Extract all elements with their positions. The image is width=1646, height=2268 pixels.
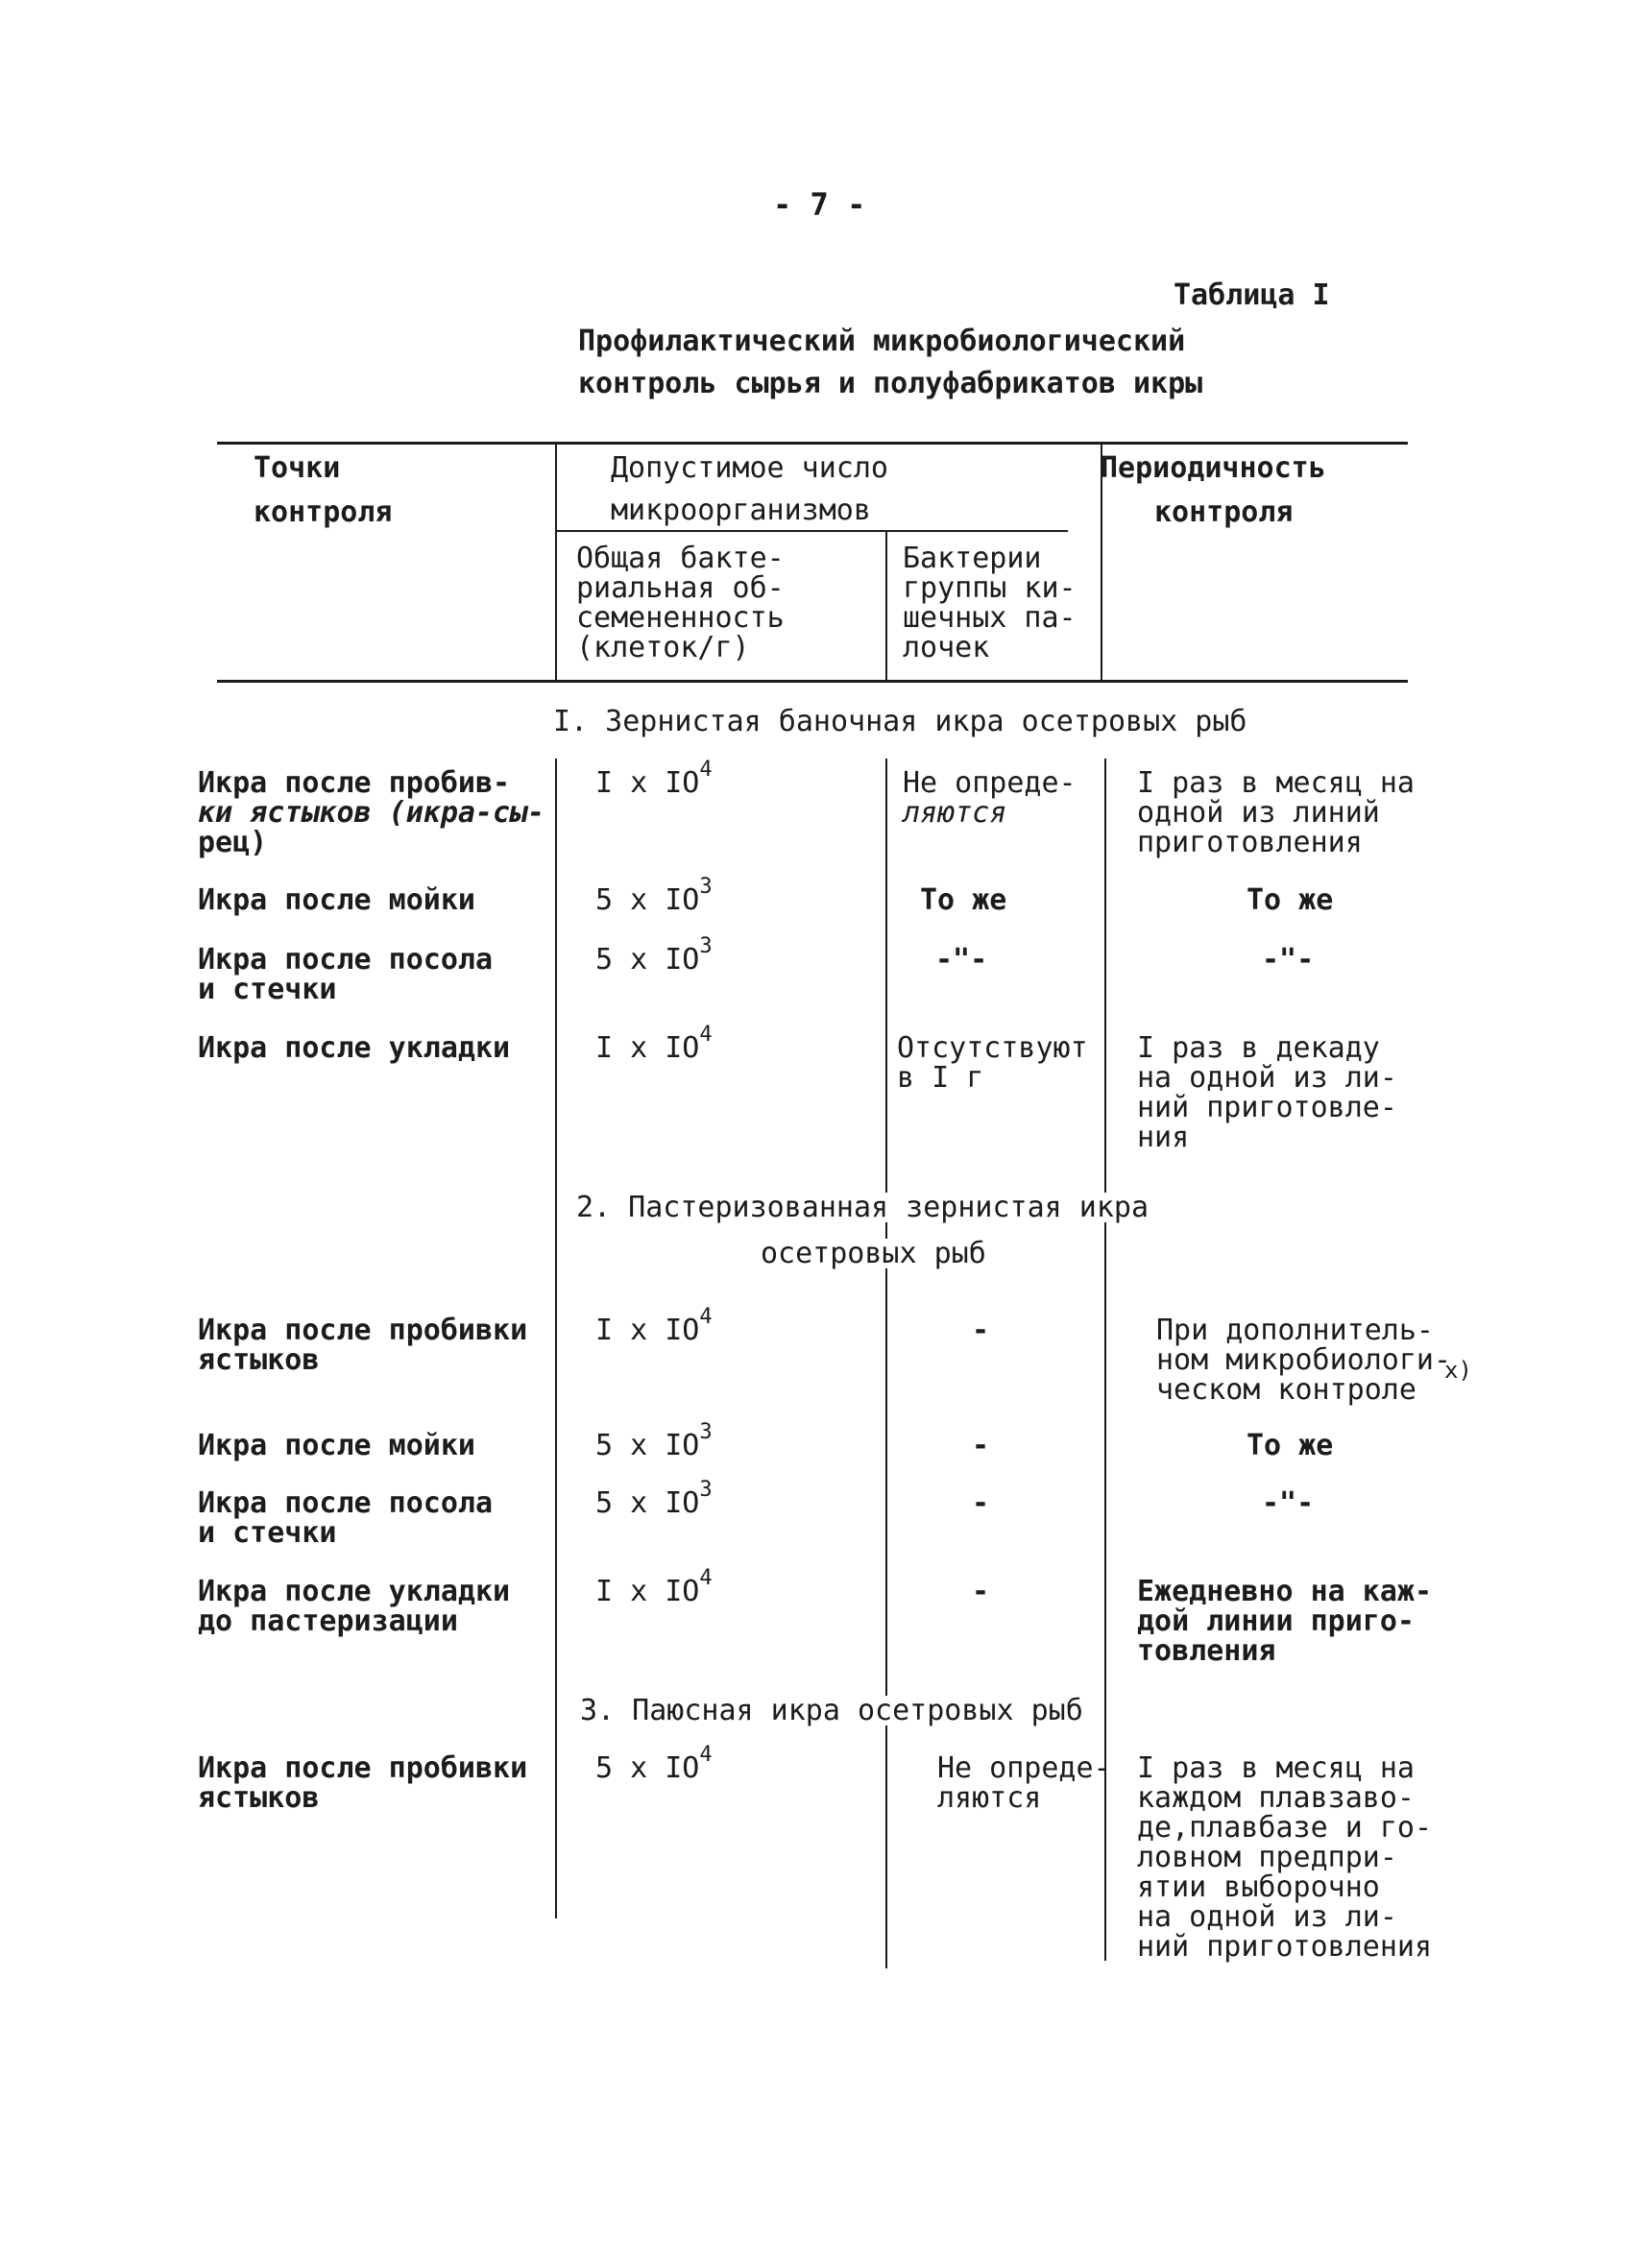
table-title-line1: Профилактический микробиологический (578, 325, 1186, 358)
section-2-title-line1: 2. Пастеризованная зернистая икра (576, 1193, 1152, 1222)
header-col2-line1: Допустимое число (611, 451, 888, 485)
table-top-rule (217, 442, 1408, 445)
period-line: приготовления (1137, 826, 1363, 859)
period-cell (1137, 768, 1415, 857)
period-line: ний приготовле- (1137, 1091, 1397, 1124)
count-value: I x $IO^4$ (595, 758, 713, 800)
row-point-line: Икра после посола (198, 1486, 494, 1520)
period-line: одной из линий (1137, 796, 1380, 830)
row-point-line: ястыков (198, 1343, 320, 1377)
table-row (198, 1488, 493, 1548)
bact-line: То же (920, 883, 1007, 917)
period-line: ловном предпри- (1137, 1841, 1397, 1874)
header-divider-2 (885, 532, 887, 680)
table-row (198, 945, 493, 1004)
count-value: 5 x $IO^3$ (595, 1478, 713, 1520)
bact-line: в I г (897, 1061, 984, 1095)
header-col1-line2: контроля (254, 495, 393, 529)
header-divider-1 (555, 444, 557, 680)
header-subcol2-line: группы ки- (903, 571, 1077, 605)
header-subcol1 (576, 543, 785, 663)
bact-line: Не опреде- (903, 766, 1077, 800)
bact-line: - (972, 1575, 990, 1608)
header-subcol2 (903, 543, 1077, 663)
period-line: на одной из ли- (1137, 1061, 1397, 1095)
header-subcol2-line: шечных па- (903, 601, 1077, 635)
header-subcol1-line: (клеток/г) (576, 631, 750, 664)
period-line: -"- (1262, 1486, 1315, 1520)
period-line: То же (1247, 1429, 1334, 1462)
period-line: При дополнитель- (1156, 1314, 1434, 1347)
header-subcol1-line: риальная об- (576, 571, 785, 605)
count-value: 5 x $IO^3$ (595, 875, 713, 917)
period-line: ятии выборочно (1137, 1870, 1380, 1904)
table-title-line2: контроль сырья и полуфабрикатов икры (578, 367, 1203, 400)
header-mid-rule (557, 530, 1068, 532)
period-cell (1137, 1577, 1432, 1666)
row-point-line: ястыков (198, 1781, 320, 1815)
period-line: I раз в декаду (1137, 1031, 1380, 1065)
bact-line: ляются (937, 1781, 1042, 1815)
row-point-line: Икра после посола (198, 943, 494, 977)
footnote-mark: x) (1444, 1357, 1472, 1384)
row-point-line: Икра после мойки (198, 1429, 475, 1462)
row-point-line: Икра после пробивки (198, 1751, 528, 1785)
row-point-line: Икра после укладки (198, 1575, 511, 1608)
period-line: Ежедневно на каж- (1137, 1575, 1433, 1608)
period-cell (1156, 1315, 1451, 1405)
period-line: дой линии приго- (1137, 1604, 1415, 1638)
count-value: I x $IO^4$ (595, 1566, 713, 1608)
period-cell (1137, 1753, 1432, 1962)
period-line: I раз в месяц на (1137, 1751, 1415, 1785)
header-subcol1-line: Общая бакте- (576, 542, 785, 575)
section-3-title: 3. Паюсная икра осетровых рыб (580, 1694, 1083, 1727)
table-label: Таблица I (1174, 278, 1330, 312)
bact-line: - (972, 1486, 990, 1520)
bact-cell (937, 1753, 1111, 1813)
section-2-title-line2: осетровых рыб (761, 1237, 986, 1270)
row-point-line: до пастеризации (198, 1604, 458, 1638)
count-value: I x $IO^4$ (595, 1305, 713, 1347)
row-point-line: Икра после мойки (198, 883, 475, 917)
header-col3-line1: Периодичность (1101, 451, 1326, 485)
period-line: товления (1137, 1634, 1276, 1668)
row-point-line: ки ястыков (икра-сы- (198, 796, 545, 830)
count-value: 5 x $IO^3$ (595, 934, 713, 977)
count-value: 5 x $IO^3$ (595, 1420, 713, 1462)
table-row (198, 1315, 527, 1375)
column-line-1 (555, 759, 557, 1918)
row-point-line: Икра после пробивки (198, 1314, 528, 1347)
bact-line: - (972, 1429, 990, 1462)
section-1-title: I. Зернистая баночная икра осетровых рыб (553, 707, 1250, 736)
bact-cell (903, 768, 1077, 828)
header-col3-line2: контроля (1154, 495, 1294, 529)
header-col2-line2: микроорганизмов (611, 494, 871, 527)
count-value: 5 x $IO^4$ (595, 1743, 713, 1785)
period-line: ний приготовления (1137, 1930, 1433, 1964)
bact-line: Не опреде- (937, 1751, 1111, 1785)
table-row (198, 1753, 527, 1813)
bact-cell (897, 1033, 1088, 1093)
bact-line: ляются (903, 796, 1007, 830)
row-point-line: рец) (198, 826, 268, 859)
period-line: на одной из ли- (1137, 1900, 1397, 1934)
period-line: То же (1247, 883, 1334, 917)
period-line: ческом контроле (1156, 1373, 1416, 1407)
row-point-line: и стечки (198, 973, 337, 1006)
header-bottom-rule (217, 680, 1408, 683)
page-number: - 7 - (773, 186, 866, 223)
period-line: каждом плавзаво- (1137, 1781, 1415, 1815)
row-point-line: Икра после укладки (198, 1031, 511, 1065)
period-line: ном микробиологи- (1156, 1343, 1452, 1377)
bact-line: -"- (935, 943, 988, 977)
header-col1-line1: Точки (254, 451, 341, 485)
bact-line: Отсутствуют (897, 1031, 1088, 1065)
period-line: I раз в месяц на (1137, 766, 1415, 800)
header-subcol2-line: лочек (903, 631, 990, 664)
table-row (198, 1577, 510, 1636)
row-point-line: Икра после пробив- (198, 766, 511, 800)
count-value: I x $IO^4$ (595, 1023, 713, 1065)
header-subcol2-line: Бактерии (903, 542, 1042, 575)
period-line: ния (1137, 1121, 1190, 1154)
bact-line: - (972, 1314, 990, 1347)
table-row (198, 768, 545, 857)
column-line-2 (885, 759, 887, 1968)
period-line: -"- (1262, 943, 1315, 977)
period-line: де,плавбазе и го- (1137, 1811, 1433, 1845)
row-point-line: и стечки (198, 1516, 337, 1550)
header-subcol1-line: семененность (576, 601, 785, 635)
period-cell (1137, 1033, 1397, 1152)
